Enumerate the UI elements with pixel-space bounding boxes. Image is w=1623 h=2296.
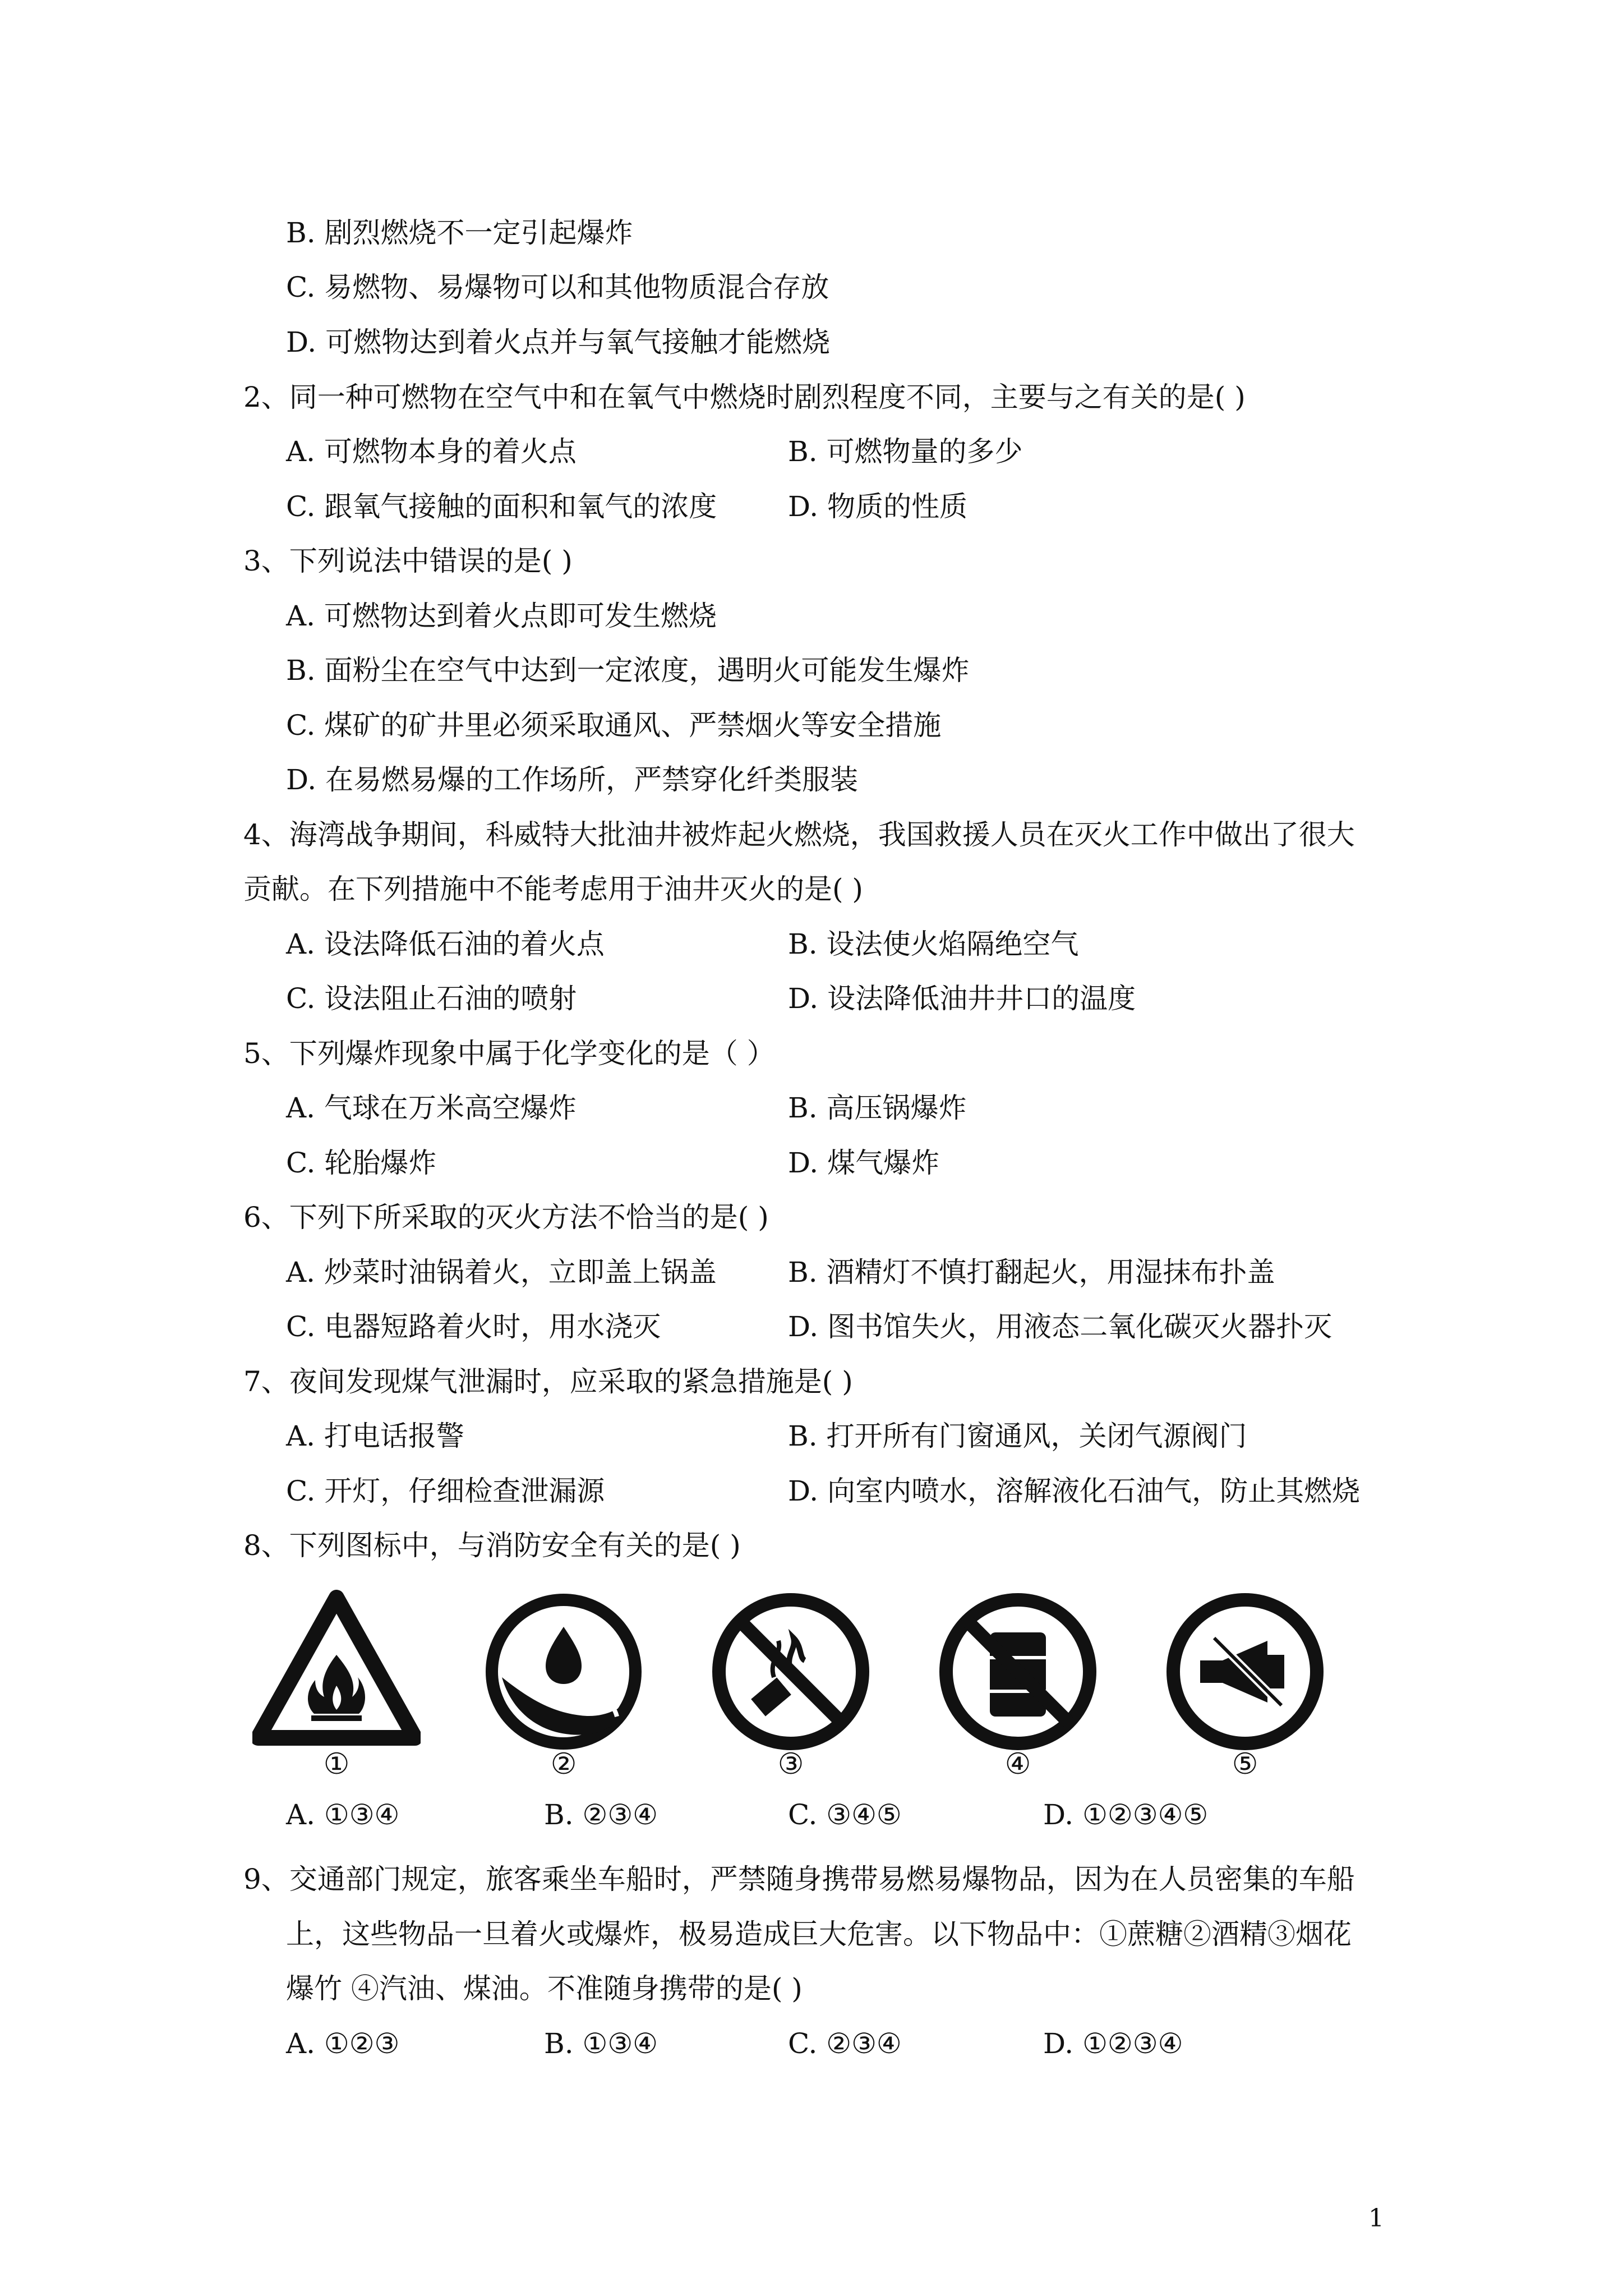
q7-option-b: B. 打开所有门窗通风，关闭气源阀门 (788, 1420, 1247, 1452)
q6-option-a: A. 炒菜时油锅着火，立即盖上锅盖 (286, 1256, 717, 1289)
q9-option-b: B. ①③④ (544, 2027, 658, 2060)
q2-option-c: C. 跟氧气接触的面积和氧气的浓度 (286, 490, 717, 523)
q8-option-a: A. ①③④ (286, 1798, 400, 1831)
q7-option-a: A. 打电话报警 (286, 1420, 464, 1452)
icon-number-3: ③ (777, 1747, 804, 1781)
q4-option-d: D. 设法降低油井井口的温度 (788, 982, 1136, 1015)
q6-option-c: C. 电器短路着火时，用水浇灭 (286, 1310, 661, 1343)
q1-option-c: C. 易燃物、易爆物可以和其他物质混合存放 (286, 271, 829, 303)
q7-option-d: D. 向室内喷水，溶解液化石油气，防止其燃烧 (788, 1475, 1361, 1507)
q2-option-a: A. 可燃物本身的着火点 (286, 435, 577, 468)
q8-option-d: D. ①②③④⑤ (1043, 1798, 1209, 1831)
q5-option-b: B. 高压锅爆炸 (788, 1092, 967, 1124)
q6-option-b: B. 酒精灯不慎打翻起火，用湿抹布扑盖 (788, 1256, 1275, 1289)
q5-stem: 5、下列爆炸现象中属于化学变化的是（ ） (243, 1037, 775, 1070)
q3-option-d: D. 在易燃易爆的工作场所，严禁穿化纤类服装 (286, 763, 859, 796)
q9-stem-line3: 爆竹 ④汽油、煤油。不准随身携带的是( ) (286, 1972, 803, 2005)
icon-number-1: ① (323, 1747, 350, 1781)
q8-option-c: C. ③④⑤ (788, 1798, 902, 1831)
q9-option-c: C. ②③④ (788, 2027, 902, 2060)
icon-number-5: ⑤ (1232, 1747, 1258, 1781)
q8-option-b: B. ②③④ (544, 1798, 658, 1831)
q3-option-b: B. 面粉尘在空气中达到一定浓度，遇明火可能发生爆炸 (286, 654, 970, 687)
q2-option-b: B. 可燃物量的多少 (788, 435, 1023, 468)
q1-option-b: B. 剧烈燃烧不一定引起爆炸 (286, 217, 633, 249)
no-smoking-icon (707, 1588, 875, 1756)
icon-number-4: ④ (1004, 1747, 1031, 1781)
q5-option-c: C. 轮胎爆炸 (286, 1147, 437, 1179)
q3-option-c: C. 煤矿的矿井里必须采取通风、严禁烟火等安全措施 (286, 709, 942, 742)
q4-option-a: A. 设法降低石油的着火点 (286, 928, 605, 960)
q2-option-d: D. 物质的性质 (788, 490, 968, 523)
safety-sign-row (252, 1588, 1346, 1781)
q6-option-d: D. 图书馆失火，用液态二氧化碳灭火器扑灭 (788, 1310, 1332, 1343)
q6-stem: 6、下列下所采取的灭火方法不恰当的是( ) (243, 1201, 769, 1234)
q5-option-a: A. 气球在万米高空爆炸 (286, 1092, 577, 1124)
q3-stem: 3、下列说法中错误的是( ) (243, 545, 573, 577)
q4-option-c: C. 设法阻止石油的喷射 (286, 982, 577, 1015)
q7-option-c: C. 开灯，仔细检查泄漏源 (286, 1475, 605, 1507)
q4-option-b: B. 设法使火焰隔绝空气 (788, 928, 1079, 960)
icon-number-2: ② (550, 1747, 577, 1781)
q3-option-a: A. 可燃物达到着火点即可发生燃烧 (286, 600, 717, 632)
q1-option-d: D. 可燃物达到着火点并与氧气接触才能燃烧 (286, 326, 831, 358)
q9-option-d: D. ①②③④ (1043, 2027, 1183, 2060)
q9-option-a: A. ①②③ (286, 2027, 400, 2060)
flammable-warning-icon (252, 1588, 421, 1756)
q4-stem-line2: 贡献。在下列措施中不能考虑用于油井灭火的是( ) (243, 873, 863, 905)
no-oil-barrel-icon (934, 1588, 1102, 1756)
q9-stem-line2: 上，这些物品一旦着火或爆炸，极易造成巨大危害。以下物品中：①蔗糖②酒精③烟花 (286, 1918, 1352, 1950)
q4-stem-line1: 4、海湾战争期间，科威特大批油井被炸起火燃烧，我国救援人员在灭火工作中做出了很大 (243, 818, 1355, 851)
q9-stem-line1: 9、交通部门规定，旅客乘坐车船时，严禁随身携带易燃易爆物品，因为在人员密集的车船 (243, 1863, 1355, 1895)
water-drop-hand-icon (479, 1588, 648, 1756)
no-horn-icon (1161, 1588, 1329, 1756)
q7-stem: 7、夜间发现煤气泄漏时，应采取的紧急措施是( ) (243, 1365, 853, 1398)
q2-stem: 2、同一种可燃物在空气中和在氧气中燃烧时剧烈程度不同，主要与之有关的是( ) (243, 381, 1246, 413)
page-number: 1 (1368, 2204, 1384, 2233)
q8-stem: 8、下列图标中，与消防安全有关的是( ) (243, 1529, 741, 1562)
q5-option-d: D. 煤气爆炸 (788, 1147, 940, 1179)
